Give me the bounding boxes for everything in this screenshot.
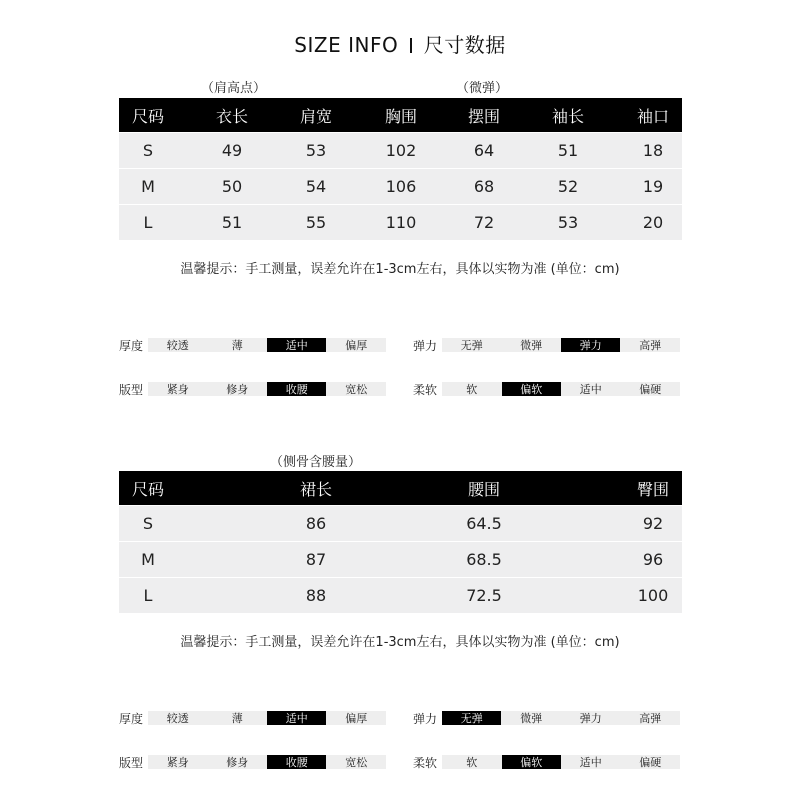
attr-scale-elasticity xyxy=(442,338,680,352)
table-cell: 68.5 xyxy=(466,550,502,569)
table-cell: 100 xyxy=(637,586,669,605)
table-row xyxy=(119,541,682,577)
attr-option: 软 xyxy=(466,756,478,769)
column-header: 摆围 xyxy=(467,106,500,126)
table-cell: 18 xyxy=(642,141,664,160)
column-header: 胸围 xyxy=(384,106,417,126)
attr-option: 修身 xyxy=(226,756,249,769)
attr-label-softness: 柔软 xyxy=(413,383,438,397)
attr-option: 较透 xyxy=(166,712,189,725)
attr-option: 弹力 xyxy=(579,712,602,725)
table-cell: 88 xyxy=(305,586,327,605)
attr-scale-elasticity xyxy=(442,711,680,725)
attr-option: 偏厚 xyxy=(345,712,368,725)
attr-option: 宽松 xyxy=(345,756,368,769)
shoulder-point-note: （肩高点） xyxy=(201,81,267,96)
attr-option: 微弹 xyxy=(520,712,543,725)
table-cell: 102 xyxy=(385,141,417,160)
attr-label-fit: 版型 xyxy=(119,383,144,397)
attr-option-selected: 偏软 xyxy=(502,755,561,769)
column-header: 肩宽 xyxy=(299,106,332,126)
attr-option: 适中 xyxy=(579,383,602,396)
attr-option: 软 xyxy=(466,383,478,396)
table-cell: 87 xyxy=(305,550,327,569)
attr-label-fit: 版型 xyxy=(119,756,144,770)
table-header xyxy=(119,98,682,132)
title-cn: 尺寸数据 xyxy=(423,33,506,57)
table-cell: 55 xyxy=(305,213,327,232)
attr-scale-fit xyxy=(148,382,386,396)
attr-option: 适中 xyxy=(579,756,602,769)
attr-label-softness: 柔软 xyxy=(413,756,438,770)
column-header: 裙长 xyxy=(299,479,332,499)
table-cell: 51 xyxy=(221,213,243,232)
table-row xyxy=(119,168,682,204)
column-header: 衣长 xyxy=(215,106,248,126)
table-cell: 106 xyxy=(385,177,417,196)
table-row xyxy=(119,505,682,541)
attr-option-selected: 收腰 xyxy=(267,382,326,396)
size-cell: L xyxy=(143,213,153,232)
attr-option-selected: 偏软 xyxy=(502,382,561,396)
table-cell: 72.5 xyxy=(466,586,502,605)
column-header: 尺码 xyxy=(131,106,164,126)
attr-option: 偏厚 xyxy=(345,339,368,352)
page-title xyxy=(0,29,800,58)
attr-label-elasticity: 弹力 xyxy=(413,339,438,353)
table-cell: 92 xyxy=(642,514,664,533)
size-cell: S xyxy=(142,141,154,160)
attr-scale-softness xyxy=(442,382,680,396)
attr-option: 偏硬 xyxy=(639,383,662,396)
column-header: 尺码 xyxy=(131,479,164,499)
measurement-hint: 温馨提示：手工测量，误差允许在1-3cm左右，具体以实物为准 (单位：cm) xyxy=(180,635,620,650)
attr-option: 偏硬 xyxy=(639,756,662,769)
table-row xyxy=(119,204,682,240)
attr-option-selected: 适中 xyxy=(267,338,326,352)
table-cell: 54 xyxy=(305,177,327,196)
attr-label-elasticity: 弹力 xyxy=(413,712,438,726)
size-cell: S xyxy=(142,514,154,533)
attr-option: 紧身 xyxy=(166,383,189,396)
attr-option-selected: 适中 xyxy=(267,711,326,725)
table-cell: 20 xyxy=(642,213,664,232)
column-header: 腰围 xyxy=(467,479,500,499)
table-cell: 49 xyxy=(221,141,243,160)
table-cell: 72 xyxy=(473,213,495,232)
table-cell: 50 xyxy=(221,177,243,196)
table-cell: 86 xyxy=(305,514,327,533)
attr-option: 无弹 xyxy=(460,339,483,352)
attr-scale-fit xyxy=(148,755,386,769)
bottom-size-table xyxy=(119,471,682,613)
attr-label-thickness: 厚度 xyxy=(119,339,144,353)
size-cell: L xyxy=(143,586,153,605)
table-cell: 51 xyxy=(557,141,579,160)
attr-option: 较透 xyxy=(166,339,189,352)
attr-option-selected: 收腰 xyxy=(267,755,326,769)
attr-option: 修身 xyxy=(226,383,249,396)
attr-scale-softness xyxy=(442,755,680,769)
column-header: 袖口 xyxy=(636,106,669,126)
table-row xyxy=(119,577,682,613)
table-cell: 53 xyxy=(305,141,327,160)
attr-option-selected: 弹力 xyxy=(561,338,620,352)
attr-label-thickness: 厚度 xyxy=(119,712,144,726)
top-size-table xyxy=(119,98,682,240)
table-cell: 64.5 xyxy=(466,514,502,533)
table-cell: 110 xyxy=(385,213,417,232)
column-header: 袖长 xyxy=(551,106,584,126)
measurement-hint: 温馨提示：手工测量，误差允许在1-3cm左右，具体以实物为准 (单位：cm) xyxy=(180,262,620,277)
size-cell: M xyxy=(141,177,155,196)
attr-scale-thickness xyxy=(148,338,386,352)
side-waist-note: （侧骨含腰量） xyxy=(270,455,362,470)
size-cell: M xyxy=(141,550,155,569)
column-header: 臀围 xyxy=(636,479,669,499)
attr-option: 薄 xyxy=(231,712,243,725)
attr-option: 紧身 xyxy=(166,756,189,769)
table-cell: 64 xyxy=(473,141,495,160)
table-row xyxy=(119,132,682,168)
table-cell: 52 xyxy=(557,177,579,196)
table-cell: 96 xyxy=(642,550,664,569)
attr-option: 薄 xyxy=(231,339,243,352)
attr-option-selected: 无弹 xyxy=(442,711,501,725)
attr-option: 微弹 xyxy=(520,339,543,352)
table-cell: 68 xyxy=(473,177,495,196)
attr-option: 高弹 xyxy=(639,712,662,725)
table-cell: 19 xyxy=(642,177,664,196)
title-divider xyxy=(410,38,412,53)
elastic-note: （微弹） xyxy=(456,81,509,96)
table-header xyxy=(119,471,682,505)
table-cell: 53 xyxy=(557,213,579,232)
attr-scale-thickness xyxy=(148,711,386,725)
title-en: SIZE INFO xyxy=(294,33,399,57)
attr-option: 宽松 xyxy=(345,383,368,396)
attr-option: 高弹 xyxy=(639,339,662,352)
